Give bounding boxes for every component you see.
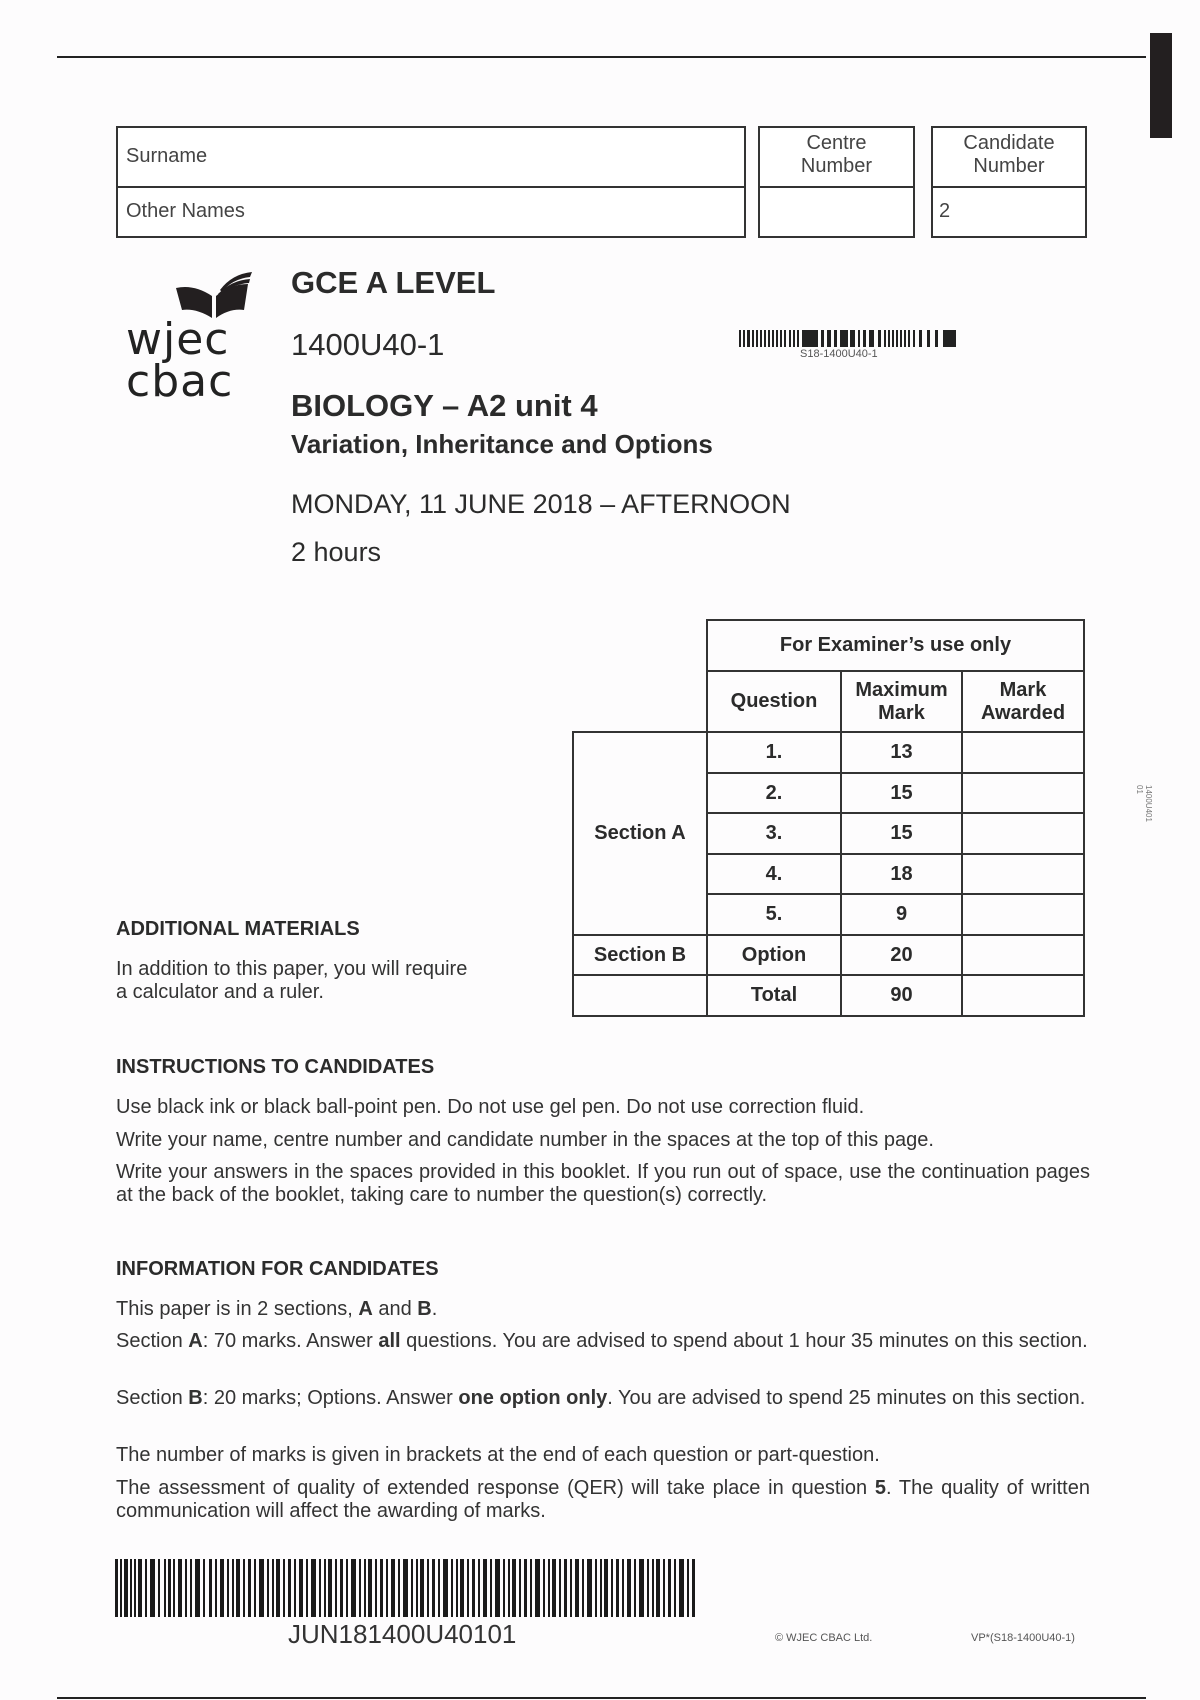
surname-field[interactable] xyxy=(118,128,744,188)
info-paragraph: This paper is in 2 sections, A and B. xyxy=(116,1298,438,1320)
centre-number-label: Centre Number xyxy=(760,132,913,188)
top-rule xyxy=(57,56,1146,58)
other-names-field[interactable] xyxy=(118,188,744,236)
col-header-max-mark: Maximum Mark xyxy=(841,671,962,732)
small-barcode-text: S18-1400U40-1 xyxy=(800,348,878,360)
wjec-cbac-logo xyxy=(126,270,256,410)
side-code: 1400U401 01 xyxy=(1135,785,1153,822)
col-header-question: Question xyxy=(707,671,841,732)
copyright: © WJEC CBAC Ltd. xyxy=(775,1632,873,1644)
surname-label: Surname xyxy=(126,145,208,167)
small-barcode xyxy=(739,330,956,347)
mark-awarded-cell[interactable] xyxy=(962,854,1084,894)
candidate-number-field[interactable] xyxy=(933,188,1085,236)
subject-subtitle: Variation, Inheritance and Options xyxy=(291,429,713,459)
centre-number-box xyxy=(758,126,915,238)
table-row: 2. 15 xyxy=(573,773,1084,813)
candidate-number-label: Candidate Number xyxy=(933,132,1085,188)
instruction-item: Write your answers in the spaces provided in this booklet. If you run out of space, use the continuation pages at the back of the booklet, taking care to number the question(s) correctly. xyxy=(116,1161,1090,1206)
additional-materials-text: In addition to this paper, you will require a calculator and a ruler. xyxy=(116,958,468,1003)
mark-awarded-cell[interactable] xyxy=(962,732,1084,773)
examiner-marks-table xyxy=(572,619,1085,1017)
paper-code: 1400U40-1 xyxy=(291,327,445,362)
candidate-number-box xyxy=(931,126,1087,238)
table-row: 5. 9 xyxy=(573,894,1084,935)
info-paragraph: The number of marks is given in brackets at the end of each question or part-question. xyxy=(116,1444,880,1466)
page-edge-tab xyxy=(1150,33,1172,138)
name-box xyxy=(116,126,746,238)
main-barcode-text: JUN181400U40101 xyxy=(288,1619,517,1649)
mark-awarded-cell[interactable] xyxy=(962,773,1084,813)
total-awarded-cell[interactable] xyxy=(962,975,1084,1016)
qualification-title: GCE A LEVEL xyxy=(291,265,496,300)
info-paragraph: Section A: 70 marks. Answer all questions. You are advised to spend about 1 hour 35 minutes on this section. xyxy=(116,1330,1088,1352)
bottom-rule xyxy=(57,1697,1146,1699)
other-names-label: Other Names xyxy=(126,200,245,222)
centre-number-field[interactable] xyxy=(760,188,913,236)
instruction-item: Use black ink or black ball-point pen. Do not use gel pen. Do not use correction fluid. xyxy=(116,1096,865,1118)
logo-text-cbac: cbac xyxy=(126,356,234,407)
section-a-label: Section A xyxy=(573,732,707,935)
mark-awarded-cell[interactable] xyxy=(962,935,1084,975)
table-row: Section A 1. 13 xyxy=(573,732,1084,773)
logo-text-wjec: wjec xyxy=(126,314,230,365)
examiner-table-title: For Examiner’s use only xyxy=(707,620,1084,671)
instruction-item: Write your name, centre number and candidate number in the spaces at the top of this page. xyxy=(116,1129,934,1151)
candidate-number-value: 2 xyxy=(939,200,951,222)
col-header-mark-awarded: Mark Awarded xyxy=(962,671,1084,732)
table-row: Section B Option 20 xyxy=(573,935,1084,975)
mark-awarded-cell[interactable] xyxy=(962,813,1084,854)
additional-materials-heading: ADDITIONAL MATERIALS xyxy=(116,918,360,940)
exam-date: MONDAY, 11 JUNE 2018 – AFTERNOON xyxy=(291,489,791,519)
subject-title: BIOLOGY – A2 unit 4 xyxy=(291,388,598,423)
main-barcode xyxy=(115,1559,695,1617)
table-row: 3. 15 xyxy=(573,813,1084,854)
info-paragraph: The assessment of quality of extended response (QER) will take place in question 5. The quality of written communication will affect the awarding of marks. xyxy=(116,1477,1090,1522)
instructions-heading: INSTRUCTIONS TO CANDIDATES xyxy=(116,1056,435,1078)
table-row-total: Total 90 xyxy=(573,975,1084,1016)
mark-awarded-cell[interactable] xyxy=(962,894,1084,935)
exam-duration: 2 hours xyxy=(291,537,382,567)
section-b-label: Section B xyxy=(573,935,707,975)
information-heading: INFORMATION FOR CANDIDATES xyxy=(116,1258,439,1280)
paper-reference: VP*(S18-1400U40-1) xyxy=(971,1632,1075,1644)
info-paragraph: Section B: 20 marks; Options. Answer one option only. You are advised to spend 25 minutes on this section. xyxy=(116,1387,1086,1409)
table-row: 4. 18 xyxy=(573,854,1084,894)
